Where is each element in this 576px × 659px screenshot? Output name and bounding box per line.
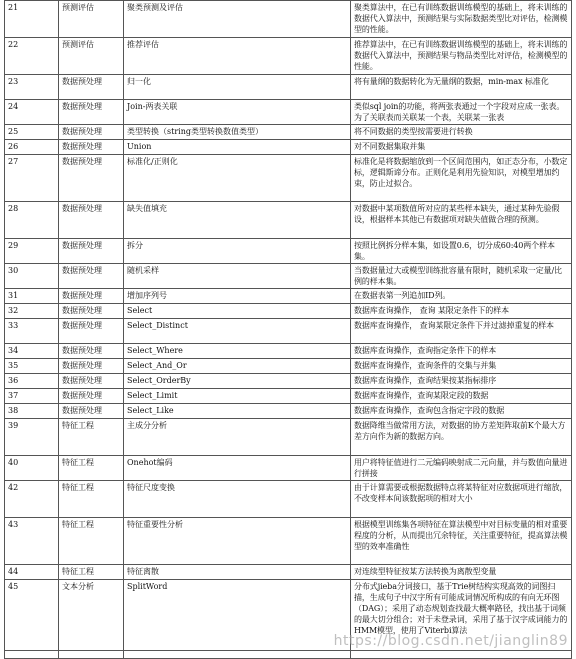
category-cell: 特征工程	[59, 419, 124, 456]
row-number-cell: 24	[5, 100, 59, 125]
component-name-cell: Select_Where	[124, 344, 351, 359]
description-cell: 对连续型特征按某方法转换为离散型变量	[351, 565, 572, 580]
row-number-cell: 30	[5, 264, 59, 289]
category-cell: 数据预处理	[59, 75, 124, 100]
description-cell: 数据库查询操作，查询包含指定字段的数据	[351, 404, 572, 419]
table-row	[5, 481, 572, 518]
table-row	[5, 38, 572, 75]
description-cell: 标准化是将数据缩放到一个区间范围内，如正态分布，小数定标，逻辑斯谛分布。正则化是利用先验知识，对模型增加约束，防止过拟合。	[351, 155, 572, 202]
category-cell: 数据预处理	[59, 239, 124, 264]
description-cell: 将有量纲的数据转化为无量纲的数据，min-max 标准化	[351, 75, 572, 100]
description-cell: 在数据表第一列追加ID列。	[351, 289, 572, 304]
description-cell: 根据模型训练集各项特征在算法模型中对目标变量的相对重要程度的分析，从而提出冗余特征，关注重要特征，提高算法模型的效率准确性	[351, 518, 572, 565]
table-row	[5, 319, 572, 344]
category-cell: 数据预处理	[59, 374, 124, 389]
component-name-cell: 特征离散	[124, 565, 351, 580]
description-cell: 数据降维当做常用方法，对数据的协方差矩阵取前K个最大方差方向作为新的数据方向。	[351, 419, 572, 456]
category-cell: 预测评估	[59, 1, 124, 38]
row-number-cell: 23	[5, 75, 59, 100]
component-name-cell: 特征重要性分析	[124, 518, 351, 565]
table-row	[5, 75, 572, 100]
table-row	[5, 125, 572, 140]
table-row	[5, 374, 572, 389]
category-cell: 数据预处理	[59, 319, 124, 344]
description-cell: 当数据量过大或模型训练批容量有限时，随机采取一定量/比例的样本集。	[351, 264, 572, 289]
category-cell: 数据预处理	[59, 389, 124, 404]
table-row	[5, 289, 572, 304]
category-cell: 数据预处理	[59, 344, 124, 359]
description-cell: 按照比例拆分样本集，如设置0.6，切分成60:40两个样本集。	[351, 239, 572, 264]
category-cell: 数据预处理	[59, 404, 124, 419]
description-cell: 数据库查询操作，查询条件的交集与并集	[351, 359, 572, 374]
description-cell: 对数据中某项数值所对应的某些样本缺失，通过某种先验假设，根据样本其他已有数据项对缺失值做合理的预测。	[351, 202, 572, 239]
table-row	[5, 359, 572, 374]
category-cell: 数据预处理	[59, 140, 124, 155]
row-number-cell: 29	[5, 239, 59, 264]
row-number-cell: 21	[5, 1, 59, 38]
table-row	[5, 419, 572, 456]
component-name-cell: 特征尺度变换	[124, 481, 351, 518]
row-number-cell: 26	[5, 140, 59, 155]
table-row	[5, 518, 572, 565]
category-cell: 数据预处理	[59, 359, 124, 374]
component-name-cell: 拆分	[124, 239, 351, 264]
table-row	[5, 404, 572, 419]
description-cell: 对不同数据集取并集	[351, 140, 572, 155]
component-name-cell: Union	[124, 140, 351, 155]
component-name-cell: 缺失值填充	[124, 202, 351, 239]
category-cell: 特征工程	[59, 565, 124, 580]
row-number-cell: 33	[5, 319, 59, 344]
row-number-cell: 40	[5, 456, 59, 481]
category-cell: 数据预处理	[59, 155, 124, 202]
category-cell: 特征工程	[59, 481, 124, 518]
row-number-cell: 22	[5, 38, 59, 75]
table-row	[5, 202, 572, 239]
row-number-cell: 45	[5, 580, 59, 651]
table-body	[5, 1, 572, 659]
row-number-cell: 28	[5, 202, 59, 239]
row-number-cell: 44	[5, 565, 59, 580]
category-cell: 特征工程	[59, 456, 124, 481]
category-cell: 特征工程	[59, 518, 124, 565]
description-cell: 聚类算法中，在已有训练数据训练模型的基础上，将未训练的数据代入算法中，预测结果与实际数据类型比对评估，检测模型的性能。	[351, 1, 572, 38]
component-name-cell: 聚类预测及评估	[124, 1, 351, 38]
row-number-cell: 25	[5, 125, 59, 140]
component-name-cell: Join-两表关联	[124, 100, 351, 125]
table-row	[5, 456, 572, 481]
component-name-cell: Select_And_Or	[124, 359, 351, 374]
category-cell: 数据预处理	[59, 289, 124, 304]
row-number-cell: 31	[5, 289, 59, 304]
component-name-cell: Select_Like	[124, 404, 351, 419]
row-number-cell: 38	[5, 404, 59, 419]
component-name-cell: 主成分分析	[124, 419, 351, 456]
description-cell: 数据库查询操作，查询结果按某指标排序	[351, 374, 572, 389]
table-row	[5, 140, 572, 155]
algorithm-table	[4, 0, 572, 659]
description-cell: 用户将特征值进行二元编码映射成二元向量，并与数值向量进行拼接	[351, 456, 572, 481]
row-number-cell: 35	[5, 359, 59, 374]
table-row	[5, 264, 572, 289]
component-name-cell: 随机采样	[124, 264, 351, 289]
component-name-cell: 增加序列号	[124, 289, 351, 304]
component-name-cell: Onehot编码	[124, 456, 351, 481]
table-row	[5, 344, 572, 359]
component-name-cell: Select	[124, 304, 351, 319]
table-row	[5, 1, 572, 38]
component-name-cell: 归一化	[124, 75, 351, 100]
category-cell: 数据预处理	[59, 264, 124, 289]
category-cell: 数据预处理	[59, 202, 124, 239]
description-cell: 推荐算法中，在已有训练数据训练模型的基础上，将未训练的数据代入算法中，预测结果与物品类型比对评估，检测模型的性能。	[351, 38, 572, 75]
description-cell: 将不同数据的类型按需要进行转换	[351, 125, 572, 140]
component-name-cell: Select_OrderBy	[124, 374, 351, 389]
row-number-cell: 36	[5, 374, 59, 389]
category-cell: 数据预处理	[59, 125, 124, 140]
row-number-cell: 42	[5, 481, 59, 518]
category-cell: 文本分析	[59, 580, 124, 651]
watermark: https://blog.csdn.net/jianglin89	[333, 633, 568, 649]
component-name-cell: Select_Distinct	[124, 319, 351, 344]
description-cell: 数据库查询操作， 查询某限定条件下并过滤掉重复的样本	[351, 319, 572, 344]
description-cell: 分布式jieba分词接口，基于Trie树结构实现高效的词图扫描，生成句子中汉字所有可能成词情况所构成的有向无环图（DAG）；采用了动态规划查找最大概率路径，找出基于词频的最大切分组合；对于未登录词，采用了基于汉字成词能力的HMM模型，使用了Viterbi算法	[351, 580, 572, 651]
component-name-cell: Select_Limit	[124, 389, 351, 404]
table-row	[5, 304, 572, 319]
description-cell: 数据库查询操作，查询指定条件下的样本	[351, 344, 572, 359]
row-number-cell: 27	[5, 155, 59, 202]
category-cell: 数据预处理	[59, 304, 124, 319]
row-number-cell: 34	[5, 344, 59, 359]
description-cell: 类似sql join的功能，将两张表通过一个字段对应成一张表。为了关联表而关联某一个表，关联某一张表	[351, 100, 572, 125]
table-row	[5, 389, 572, 404]
table-row	[5, 155, 572, 202]
description-cell: 由于计算需要或根据数据特点将某特征对应数据项进行缩放，不改变样本间该数据项的相对大小	[351, 481, 572, 518]
category-cell: 数据预处理	[59, 100, 124, 125]
category-cell: 预测评估	[59, 38, 124, 75]
component-name-cell: 类型转换（string类型转换数值类型）	[124, 125, 351, 140]
table-row	[5, 239, 572, 264]
description-cell: 数据库查询操作， 查询 某限定条件下的样本	[351, 304, 572, 319]
component-name-cell: 推荐评估	[124, 38, 351, 75]
component-name-cell: SplitWord	[124, 580, 351, 651]
table-row	[5, 565, 572, 580]
component-name-cell: 标准化/正则化	[124, 155, 351, 202]
description-cell: 数据库查询操作，查询某限定段的数据	[351, 389, 572, 404]
table-row	[5, 100, 572, 125]
row-number-cell: 32	[5, 304, 59, 319]
row-number-cell: 43	[5, 518, 59, 565]
row-number-cell: 37	[5, 389, 59, 404]
row-number-cell: 39	[5, 419, 59, 456]
